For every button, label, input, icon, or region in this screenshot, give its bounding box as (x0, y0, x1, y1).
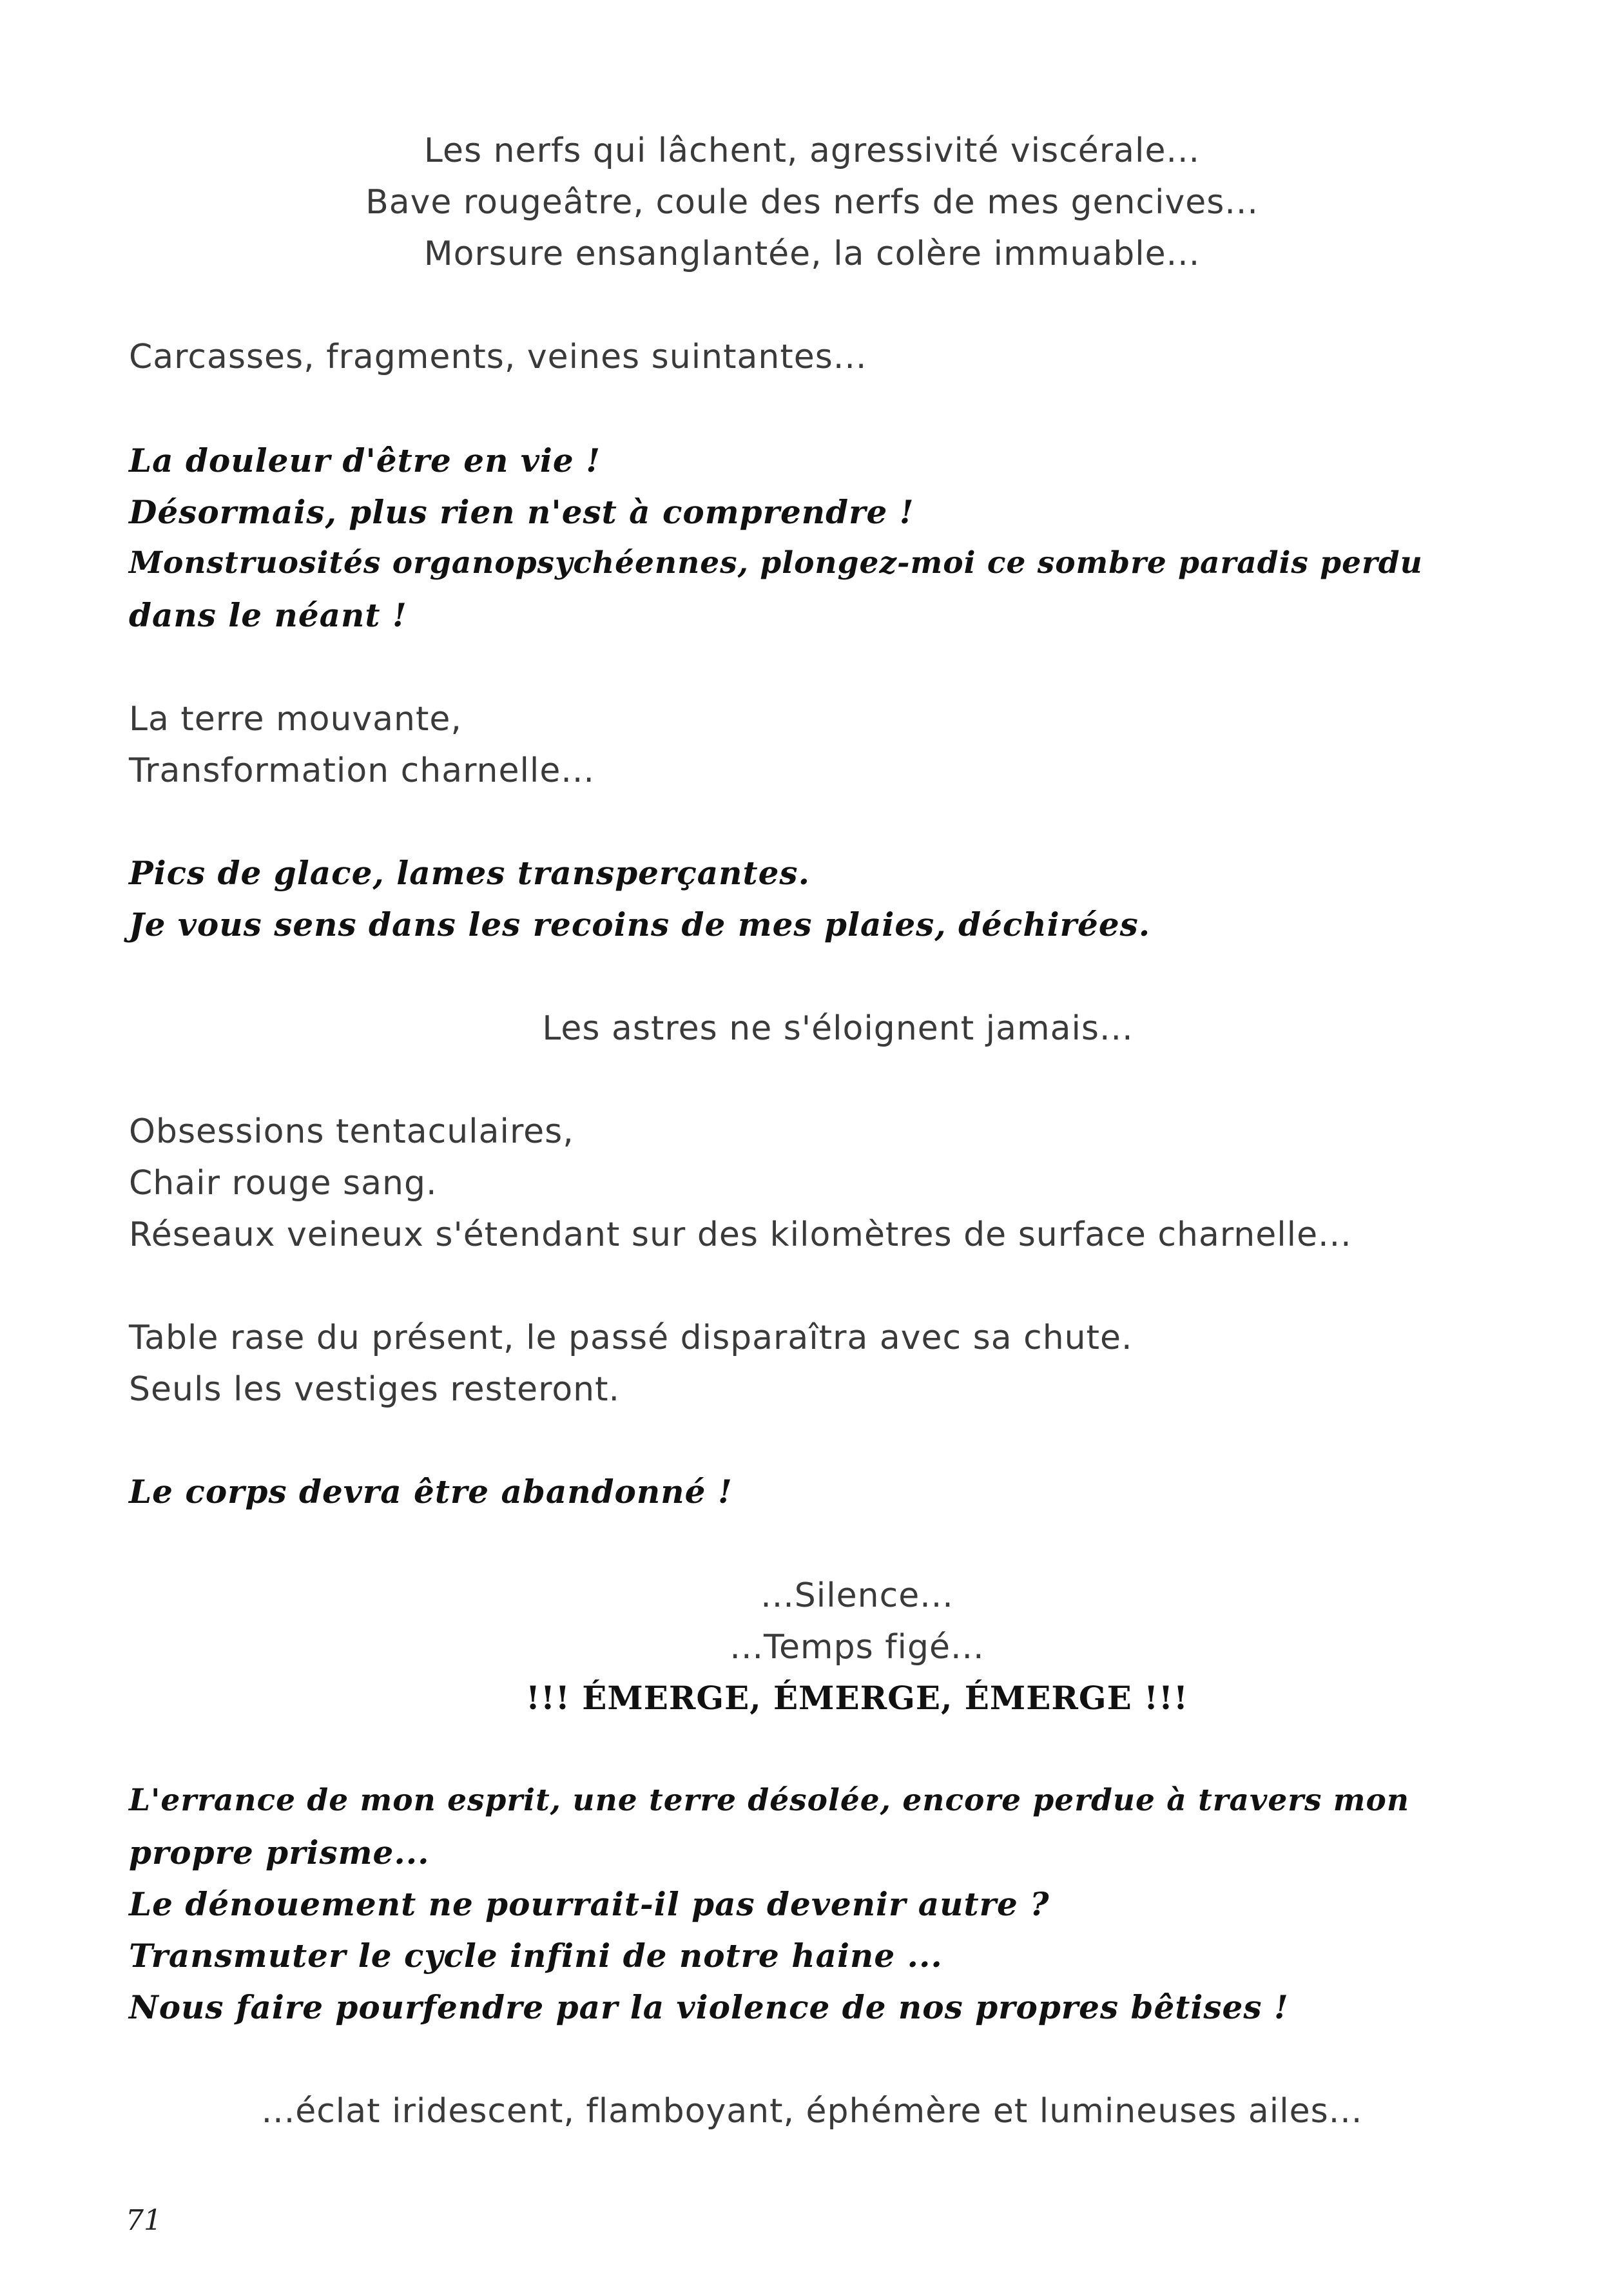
poem-line-emphasis: Je vous sens dans les recoins de mes plaies, déchirées. (129, 905, 1151, 944)
poem-line: Les astres ne s'éloignent jamais... (542, 1009, 1134, 1048)
poem-line: ...éclat iridescent, flamboyant, éphémère et lumineuses ailes... (261, 2092, 1363, 2131)
poem-line: La terre mouvante, (129, 700, 462, 739)
poem-line-emphasis: La douleur d'être en vie ! (129, 441, 601, 479)
poem-line: ...Temps figé... (730, 1628, 985, 1667)
poem-line-emphasis: dans le néant ! (129, 596, 407, 634)
poem-line: Réseaux veineux s'étendant sur des kilomètres de surface charnelle... (129, 1215, 1352, 1254)
poem-line: Chair rouge sang. (129, 1164, 438, 1203)
poem-line: Bave rougeâtre, coule des nerfs de mes gencives... (365, 183, 1259, 222)
poem-line: ...Silence... (760, 1576, 954, 1615)
poem-line-emphasis: Le dénouement ne pourrait-il pas devenir autre ? (129, 1885, 1050, 1923)
poem-line: Carcasses, fragments, veines suintantes... (129, 338, 867, 376)
poem-line-emphasis: Pics de glace, lames transperçantes. (129, 854, 810, 892)
poem-line-emphasis: Nous faire pourfendre par la violence de nos propres bêtises ! (129, 1988, 1289, 2026)
poem-line: Obsessions tentaculaires, (129, 1112, 574, 1151)
poem-line: Seuls les vestiges resteront. (129, 1370, 621, 1409)
poem-line-emphasis: L'errance de mon esprit, une terre désolée, encore perdue à travers mon (129, 1783, 1410, 1818)
poem-line-emphasis: Transmuter le cycle infini de notre haine ... (129, 1937, 943, 1975)
poem-line-emphasis: !!! ÉMERGE, ÉMERGE, ÉMERGE !!! (526, 1679, 1188, 1717)
poem-line: Transformation charnelle... (129, 751, 595, 790)
page-number: 71 (126, 2204, 162, 2237)
poem-line-emphasis: Monstruosités organopsychéennes, plongez-moi ce sombre paradis perdu (129, 545, 1423, 581)
poem-line: Morsure ensanglantée, la colère immuable... (423, 235, 1201, 273)
poem-line-emphasis: Le corps devra être abandonné ! (129, 1473, 733, 1511)
poem-line: Table rase du présent, le passé disparaîtra avec sa chute. (129, 1319, 1133, 1357)
poem-line: Les nerfs qui lâchent, agressivité viscérale... (423, 131, 1201, 170)
poem-line-emphasis: propre prisme... (129, 1834, 430, 1872)
poem-line-emphasis: Désormais, plus rien n'est à comprendre ! (129, 493, 914, 531)
